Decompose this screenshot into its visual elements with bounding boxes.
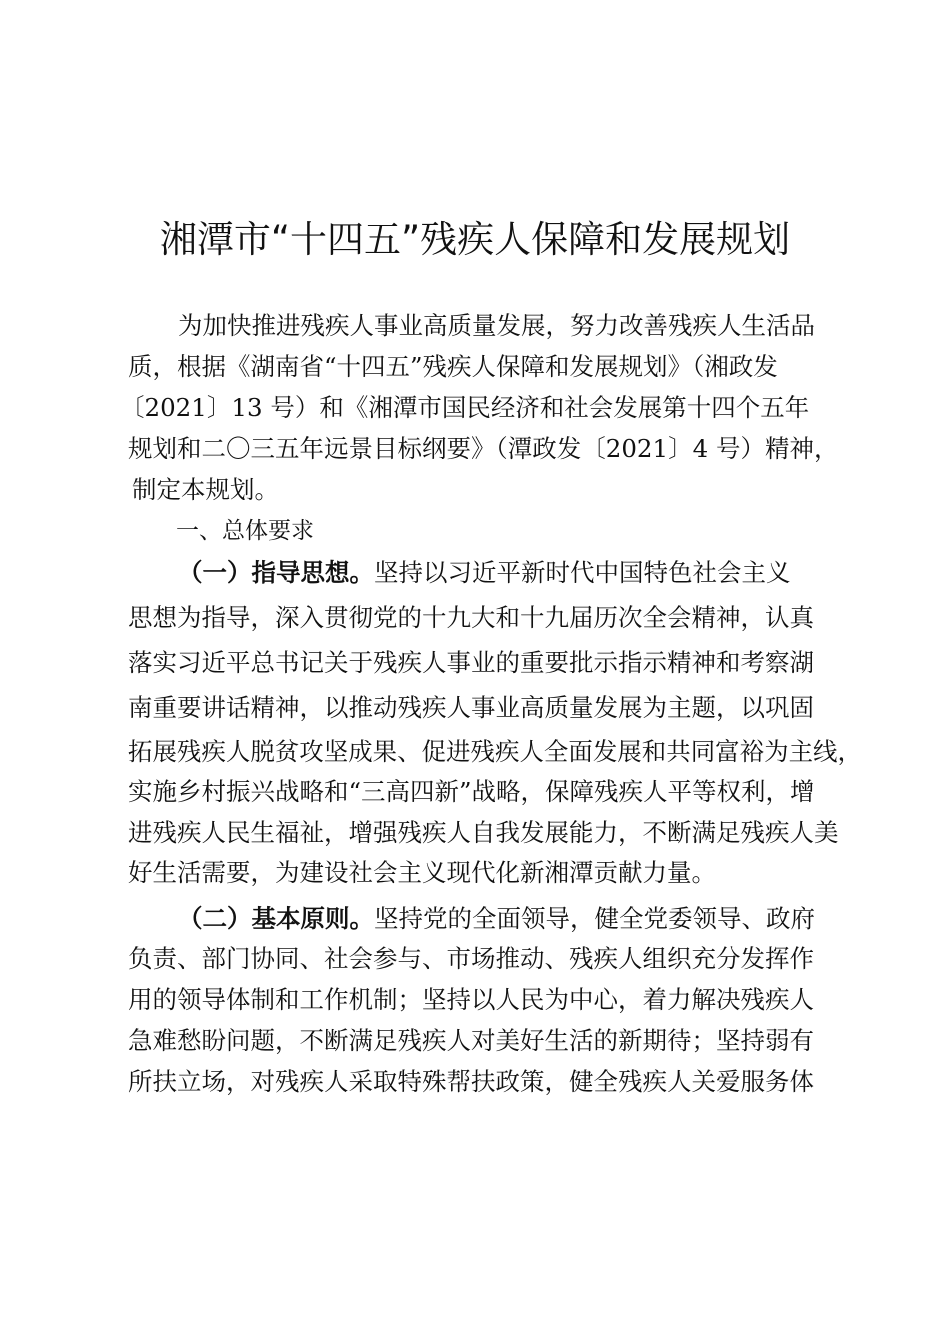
guiding-thought-first-text: 坚持以习近平新时代中国特色社会主义: [374, 558, 791, 587]
guiding-thought-label: （一）指导思想。: [178, 558, 374, 587]
paragraph-line: 进残疾人民生福祉，增强残疾人自我发展能力，不断满足残疾人美: [128, 818, 839, 847]
paragraph-line: 负责、部门协同、社会参与、市场推动、残疾人组织充分发挥作: [128, 944, 814, 973]
document-title: 湘潭市“十四五”残疾人保障和发展规划: [159, 218, 791, 261]
section-heading: 一、总体要求: [176, 518, 314, 544]
paragraph-line: 急难愁盼问题，不断满足残疾人对美好生活的新期待；坚持弱有: [128, 1026, 814, 1055]
intro-line: 规划和二〇三五年远景目标纲要》（潭政发〔2021〕4 号）精神，: [128, 434, 839, 463]
basic-principles-label: （二）基本原则。: [178, 904, 374, 933]
intro-line: 制定本规划。: [132, 475, 279, 504]
paragraph-line: 好生活需要，为建设社会主义现代化新湘潭贡献力量。: [128, 858, 716, 887]
intro-line: 质，根据《湖南省“十四五”残疾人保障和发展规划》（湘政发: [128, 352, 778, 381]
paragraph-first-line: [178, 558, 791, 588]
paragraph-line: 拓展残疾人脱贫攻坚成果、促进残疾人全面发展和共同富裕为主线，: [128, 737, 862, 766]
paragraph-line: 用的领导体制和工作机制；坚持以人民为中心，着力解决残疾人: [128, 985, 814, 1014]
paragraph-line: 实施乡村振兴战略和“三高四新”战略，保障残疾人平等权利，增: [128, 777, 815, 806]
paragraph-line: 所扶立场，对残疾人采取特殊帮扶政策，健全残疾人关爱服务体: [128, 1067, 814, 1096]
paragraph-line: 南重要讲话精神，以推动残疾人事业高质量发展为主题，以巩固: [128, 693, 814, 722]
paragraph-line: 落实习近平总书记关于残疾人事业的重要批示指示精神和考察湖: [128, 648, 814, 677]
paragraph-line: 思想为指导，深入贯彻党的十九大和十九届历次全会精神，认真: [128, 603, 814, 632]
basic-principles-first-text: 坚持党的全面领导，健全党委领导、政府: [374, 904, 815, 933]
paragraph-first-line: [178, 904, 815, 934]
intro-line: 〔2021〕13 号）和《湘潭市国民经济和社会发展第十四个五年: [120, 393, 810, 422]
intro-line: 为加快推进残疾人事业高质量发展，努力改善残疾人生活品: [178, 311, 815, 340]
